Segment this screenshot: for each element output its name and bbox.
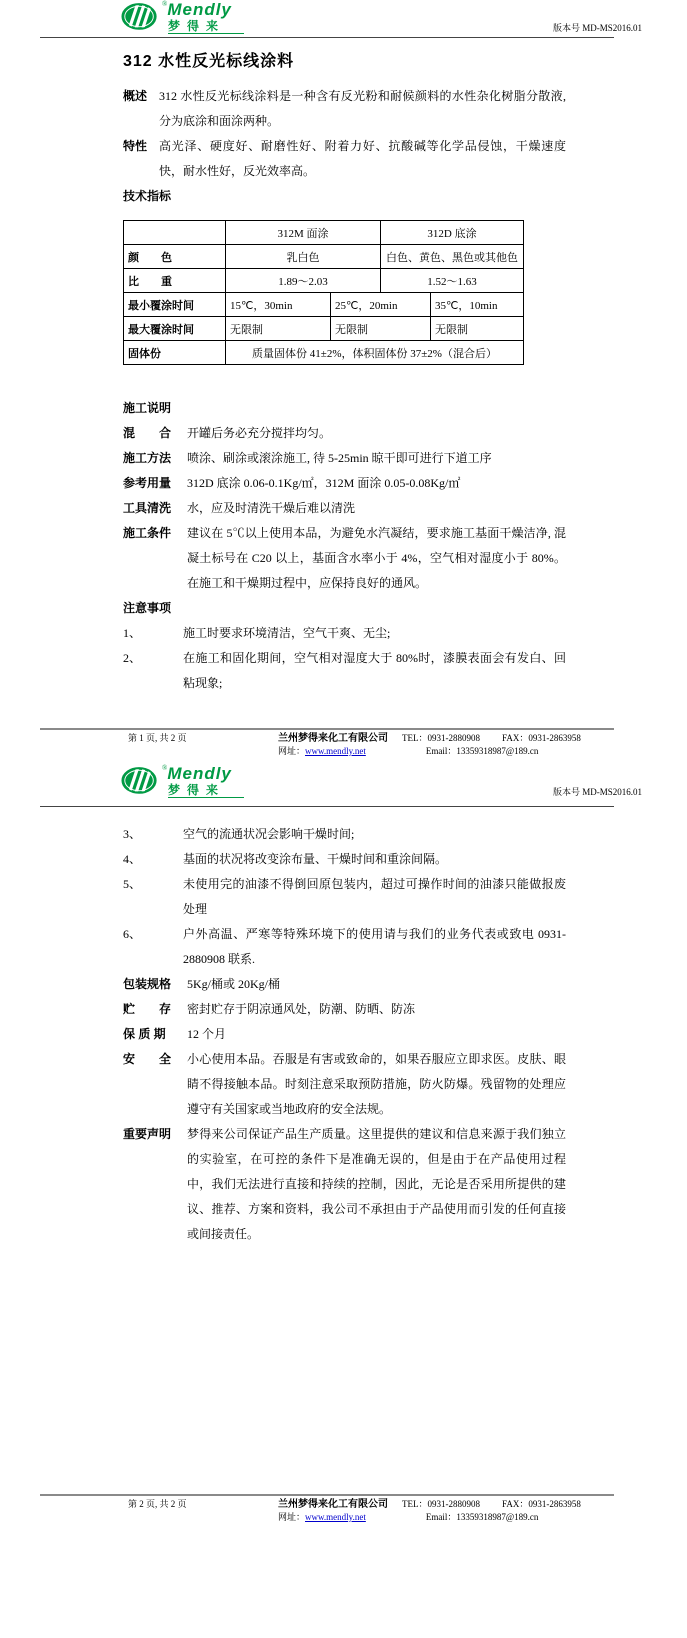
footer-rule-page1: [40, 728, 614, 730]
info-row-safety: [123, 1047, 566, 1122]
mendly-logo-text: [162, 765, 244, 798]
row-label: 重要声明: [123, 1127, 172, 1141]
row-text: 开罐后务必充分搅拌均匀。: [187, 426, 332, 440]
website-label: 网址：: [278, 1512, 306, 1522]
tech-specs-heading: 技术指标: [123, 189, 172, 203]
footer-website: [278, 1511, 366, 1523]
table-row-gravity: [124, 269, 524, 293]
footer-tel: TEL：0931-2880908: [402, 733, 480, 743]
info-row-disclaimer: [123, 1122, 566, 1247]
row-label: 保 质 期: [123, 1027, 166, 1041]
table-cell-312m: 312M 面涂: [226, 221, 381, 245]
footer-rule-page2: [40, 1494, 614, 1496]
note-number: 3、: [123, 827, 142, 841]
note-item-1: [123, 621, 566, 646]
row-label: 施工方法: [123, 451, 172, 465]
table-row-solids: [124, 341, 524, 365]
row-text: 喷涂、刷涂或滚涂施工, 待 5-25min 晾干即可进行下道工序: [187, 451, 492, 465]
row-label: 贮 存: [123, 1002, 172, 1016]
page2-header: [121, 764, 642, 800]
row-text: 建议在 5℃以上使用本品，为避免水汽凝结，要求施工基面干燥洁净, 混凝土标号在 C20 以上，基面含水率小于 4%，空气相对湿度小于 80%。在施工和干燥期过程中，应保持良好的通风。: [187, 526, 566, 590]
note-item-2: [123, 646, 566, 696]
note-text: 未使用完的油漆不得倒回原包装内，超过可操作时间的油漆只能做报废处理: [183, 877, 566, 916]
company-name: 兰州梦得来化工有限公司: [278, 733, 388, 744]
footer-line-2: [40, 745, 614, 757]
note-number: 2、: [123, 651, 142, 665]
info-row-shelf-life: [123, 1022, 566, 1047]
row-text: 小心使用本品。吞服是有害或致命的，如果吞服应立即求医。皮肤、眼睛不得接触本品。时刻注意采取预防措施，防火防爆。残留物的处理应遵守有关国家或当地政府的安全法规。: [187, 1052, 566, 1116]
overview-label: 概述: [123, 89, 148, 103]
features-row: [123, 134, 566, 184]
table-row-min-recoat: [124, 293, 524, 317]
row-label: 工具清洗: [123, 501, 172, 515]
footer-email: Email：13359318987@189.cn: [425, 1512, 539, 1522]
page1-footer: [40, 732, 614, 757]
table-row-header: [124, 221, 524, 245]
row-text: 密封贮存于阴凉通风处，防潮、防晒、防冻: [187, 1002, 416, 1016]
company-name: 兰州梦得来化工有限公司: [278, 1499, 388, 1510]
mendly-logo: [121, 1, 244, 36]
row-text: 5Kg/桶或 20Kg/桶: [187, 977, 281, 991]
table-cell: 比 重: [124, 269, 226, 293]
page1-header: [121, 0, 642, 36]
table-cell: 质量固体份 41±2%，体积固体份 37±2%（混合后）: [226, 341, 524, 365]
table-cell: 无限制: [331, 317, 431, 341]
row-text: 梦得来公司保证产品生产质量。这里提供的建议和信息来源于我们独立的实验室，在可控的条件下是准确无误的，但是由于在产品使用过程中，我们无法进行直接和持续的控制，因此，无论是否采用所提供的建议、推荐、方案和资料，我公司不承担由于产品使用而引发的任何直接或间接责任。: [187, 1127, 566, 1241]
mendly-logo-icon: [121, 765, 159, 800]
document-title: 312 水性反光标线涂料: [123, 53, 295, 70]
construction-row-method: [123, 446, 566, 471]
table-cell: 最小覆涂时间: [124, 293, 226, 317]
note-text: 施工时要求环境清洁，空气干爽、无尘;: [183, 626, 391, 640]
overview-text: 312 水性反光标线涂料是一种含有反光粉和耐候颜料的水性杂化树脂分散液, 分为底涂和面涂两种。: [159, 89, 566, 128]
registered-mark: ®: [162, 0, 168, 8]
header-rule-page2: [40, 806, 614, 807]
note-text: 基面的状况将改变涂布量、干燥时间和重涂间隔。: [183, 852, 448, 866]
construction-row-mixing: [123, 421, 566, 446]
footer-tel: TEL：0931-2880908: [402, 1499, 480, 1509]
table-cell: 固体份: [124, 341, 226, 365]
footer-fax: FAX：0931-2863958: [502, 1499, 581, 1509]
mendly-logo-text: [162, 1, 244, 34]
info-row-packaging: [123, 972, 566, 997]
row-label: 参考用量: [123, 476, 172, 490]
mendly-logo: [121, 765, 244, 800]
version-label: 版本号 MD-MS2016.01: [552, 23, 642, 33]
table-row-max-recoat: [124, 317, 524, 341]
note-text: 空气的流通状况会影响干燥时间;: [183, 827, 355, 841]
version-label: 版本号 MD-MS2016.01: [552, 787, 642, 797]
footer-website: [278, 745, 366, 757]
note-number: 1、: [123, 626, 142, 640]
row-label: 施工条件: [123, 526, 172, 540]
brand-name-cn: 梦得来: [168, 20, 244, 34]
note-number: 5、: [123, 877, 142, 891]
registered-mark: ®: [162, 764, 168, 772]
note-text: 在施工和固化期间，空气相对湿度大于 80%时，漆膜表面会有发白、回粘现象;: [183, 651, 566, 690]
construction-heading: 施工说明: [123, 401, 172, 415]
row-text: 12 个月: [187, 1027, 227, 1041]
row-label: 安 全: [123, 1052, 172, 1066]
table-cell: 颜 色: [124, 245, 226, 269]
construction-row-cleaning: [123, 496, 566, 521]
note-item-4: [123, 847, 566, 872]
note-item-3: [123, 822, 566, 847]
footer-line-2: [40, 1511, 614, 1523]
info-row-storage: [123, 997, 566, 1022]
overview-row: [123, 84, 566, 134]
table-cell-312d: 312D 底涂: [381, 221, 524, 245]
row-label: 混 合: [123, 426, 172, 440]
note-text: 户外高温、严寒等特殊环境下的使用请与我们的业务代表或致电 0931-2880908 联系.: [183, 927, 566, 966]
note-number: 4、: [123, 852, 142, 866]
table-cell: 白色、黄色、黑色或其他色: [381, 245, 524, 269]
table-cell: 25℃，20min: [331, 293, 431, 317]
table-cell: 最大覆涂时间: [124, 317, 226, 341]
website-link[interactable]: www.mendly.net: [305, 746, 366, 756]
page2-footer: [40, 1498, 614, 1523]
table-cell: 15℃，30min: [226, 293, 331, 317]
page-2: [0, 764, 687, 1247]
table-cell: 1.52～1.63: [381, 269, 524, 293]
table-cell: 乳白色: [226, 245, 381, 269]
table-cell: 1.89～2.03: [226, 269, 381, 293]
row-text: 水，应及时清洗干燥后难以清洗: [187, 501, 356, 515]
website-label: 网址：: [278, 746, 306, 756]
website-link[interactable]: www.mendly.net: [305, 1512, 366, 1522]
footer-line-1: [40, 732, 614, 745]
page-number: 第 1 页, 共 2 页: [128, 733, 187, 743]
footer-fax: FAX：0931-2863958: [502, 733, 581, 743]
footer-line-1: [40, 1498, 614, 1511]
page-number: 第 2 页, 共 2 页: [128, 1499, 187, 1509]
brand-name: Mendly: [167, 764, 232, 783]
table-cell: 无限制: [431, 317, 524, 341]
note-number: 6、: [123, 927, 142, 941]
table-row-color: [124, 245, 524, 269]
features-text: 高光泽、硬度好、耐磨性好、附着力好、抗酸碱等化学品侵蚀，干燥速度快，耐水性好，反光效率高。: [159, 139, 566, 178]
construction-row-consumption: [123, 471, 566, 496]
row-label: 包装规格: [123, 977, 172, 991]
features-label: 特性: [123, 139, 148, 153]
table-cell: 无限制: [226, 317, 331, 341]
row-text: 312D 底涂 0.06-0.1Kg/㎡，312M 面涂 0.05-0.08Kg/㎡: [187, 476, 461, 490]
footer-email: Email：13359318987@189.cn: [425, 746, 539, 756]
header-rule-page1: [40, 37, 614, 38]
spec-table: [123, 220, 524, 365]
mendly-logo-icon: [121, 1, 159, 36]
table-cell: [124, 221, 226, 245]
brand-name-cn: 梦得来: [168, 784, 244, 798]
brand-name: Mendly: [167, 0, 232, 19]
note-item-6: [123, 922, 566, 972]
table-cell: 35℃，10min: [431, 293, 524, 317]
notes-heading: 注意事项: [123, 601, 172, 615]
note-item-5: [123, 872, 566, 922]
page-1: [0, 0, 687, 696]
construction-row-conditions: [123, 521, 566, 596]
